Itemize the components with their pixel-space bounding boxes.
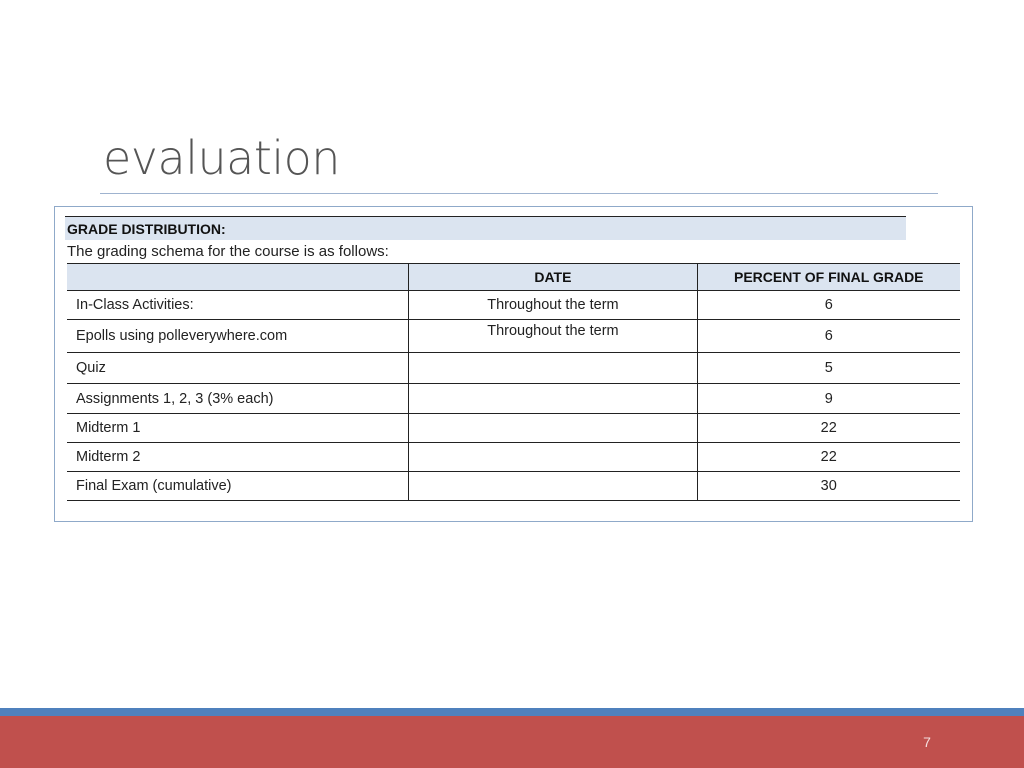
row-item: Quiz xyxy=(67,353,409,384)
header-percent: PERCENT OF FINAL GRADE xyxy=(697,264,960,291)
header-date: DATE xyxy=(409,264,697,291)
row-percent: 22 xyxy=(697,414,960,443)
row-item: In-Class Activities: xyxy=(67,291,409,320)
table-row xyxy=(67,472,960,501)
row-item: Final Exam (cumulative) xyxy=(67,472,409,501)
row-percent: 6 xyxy=(697,291,960,320)
row-item: Epolls using polleverywhere.com xyxy=(67,320,409,353)
header-item xyxy=(67,264,409,291)
table-row xyxy=(67,384,960,414)
row-item: Midterm 1 xyxy=(67,414,409,443)
grading-schema-intro: The grading schema for the course is as follows: xyxy=(67,243,389,260)
table-row xyxy=(67,443,960,472)
row-date xyxy=(409,384,697,414)
row-item: Midterm 2 xyxy=(67,443,409,472)
row-percent: 5 xyxy=(697,353,960,384)
grade-distribution-heading: GRADE DISTRIBUTION: xyxy=(65,216,906,240)
row-item: Assignments 1, 2, 3 (3% each) xyxy=(67,384,409,414)
table-row xyxy=(67,353,960,384)
table-row xyxy=(67,320,960,353)
footer-accent-bar xyxy=(0,708,1024,716)
table-row xyxy=(67,291,960,320)
row-date: Throughout the term xyxy=(409,320,697,353)
row-percent: 9 xyxy=(697,384,960,414)
footer-bar xyxy=(0,716,1024,768)
table-row xyxy=(67,414,960,443)
row-date xyxy=(409,414,697,443)
title-divider xyxy=(100,193,938,194)
grade-distribution-table xyxy=(67,263,960,501)
row-date xyxy=(409,472,697,501)
slide-number: 7 xyxy=(923,734,931,750)
slide-title: evaluation xyxy=(103,131,340,185)
table-header-row xyxy=(67,264,960,291)
row-date xyxy=(409,353,697,384)
row-date: Throughout the term xyxy=(409,291,697,320)
row-percent: 22 xyxy=(697,443,960,472)
row-percent: 6 xyxy=(697,320,960,353)
row-percent: 30 xyxy=(697,472,960,501)
row-date xyxy=(409,443,697,472)
